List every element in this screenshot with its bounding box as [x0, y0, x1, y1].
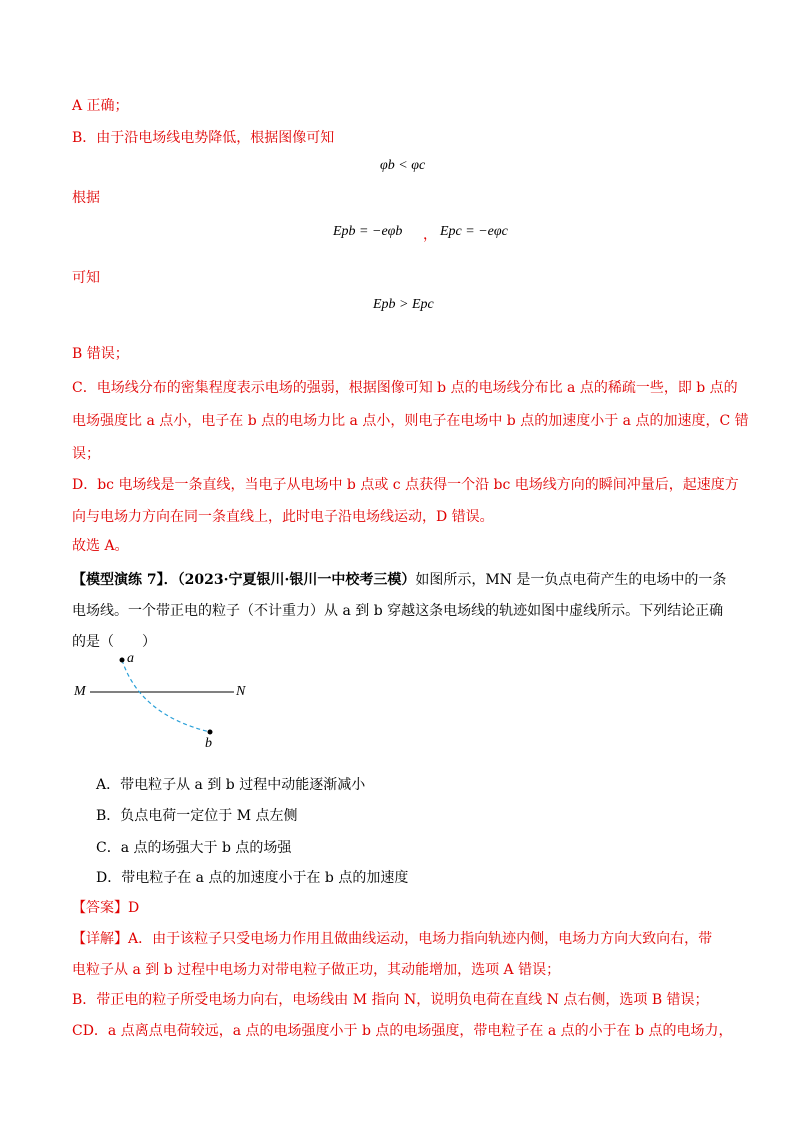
solution-b-wrong: B 错误；: [72, 346, 129, 362]
solution-c-line2: 电场强度比 a 点小，电子在 b 点的电场力比 a 点小，则电子在电场中 b 点的加速度小于 a 点的加速度，C 错: [72, 413, 749, 429]
solution-a-correct: A 正确；: [72, 98, 129, 114]
label-n: N: [236, 684, 246, 699]
equation-energy-compare: Epb > Epc: [373, 297, 434, 312]
problem-line3: 的是（ ）: [72, 634, 156, 650]
problem-line1-rest: 如图所示，MN 是一负点电荷产生的电场中的一条: [415, 572, 727, 588]
trajectory-curve: [122, 660, 210, 732]
solution-b-intro: B．由于沿电场线电势降低，根据图像可知: [72, 130, 335, 146]
problem-line2: 电场线。一个带正电的粒子（不计重力）从 a 到 b 穿越这条电场线的轨迹如图中虚线所示。下列结论正确: [72, 603, 724, 619]
problem-tag: 【模型演练 7】: [72, 572, 164, 588]
solution-choose: 故选 A。: [72, 538, 129, 554]
label-m: M: [74, 684, 86, 699]
point-a-dot: [120, 658, 125, 663]
label-a: a: [127, 651, 134, 666]
option-a: A．带电粒子从 a 到 b 过程中动能逐渐减小: [96, 777, 366, 793]
solution-according: 根据: [72, 190, 100, 206]
solution-conclude: 可知: [72, 270, 100, 286]
detail-line4: CD．a 点离点电荷较远，a 点的电场强度小于 b 点的电场强度，带电粒子在 a 点的小于在 b 点的电场力，: [72, 1023, 733, 1039]
solution-d-line1: D．bc 电场线是一条直线，当电子从电场中 b 点或 c 点获得一个沿 bc 电场线方向的瞬间冲量后，起速度方: [72, 477, 739, 493]
equation-energy-b: Epb = −eφb: [333, 224, 403, 239]
equation-separator: ，: [423, 228, 437, 243]
detail-line1: 【详解】A．由于该粒子只受电场力作用且做曲线运动，电场力指向轨迹内侧，电场力方向大致向右，带: [72, 931, 713, 947]
solution-c-line3: 误；: [72, 446, 100, 462]
problem-source: ．（2023·宁夏银川·银川一中校考三模）: [163, 572, 416, 588]
solution-d-line2: 向与电场力方向在同一条直线上，此时电子沿电场线运动，D 错误。: [72, 509, 494, 525]
equation-energy-c: Epc = −eφc: [440, 224, 508, 239]
detail-line2: 电粒子从 a 到 b 过程中电场力对带电粒子做正功，其动能增加，选项 A 错误；: [72, 962, 561, 978]
option-b: B．负点电荷一定位于 M 点左侧: [96, 808, 298, 824]
equation-potential: φb < φc: [380, 158, 426, 173]
detail-line3: B．带正电的粒子所受电场力向右，电场线由 M 指向 N，说明负电荷在直线 N 点右侧，选项 B 错误；: [72, 992, 709, 1008]
option-c: C．a 点的场强大于 b 点的场强: [96, 840, 292, 856]
label-b: b: [205, 736, 212, 751]
point-b-dot: [208, 730, 213, 735]
option-d: D．带电粒子在 a 点的加速度小于在 b 点的加速度: [96, 870, 409, 886]
answer: 【答案】D: [72, 900, 140, 916]
solution-c-line1: C．电场线分布的密集程度表示电场的强弱，根据图像可知 b 点的电场线分布比 a 点的稀疏一些，即 b 点的: [72, 380, 738, 396]
